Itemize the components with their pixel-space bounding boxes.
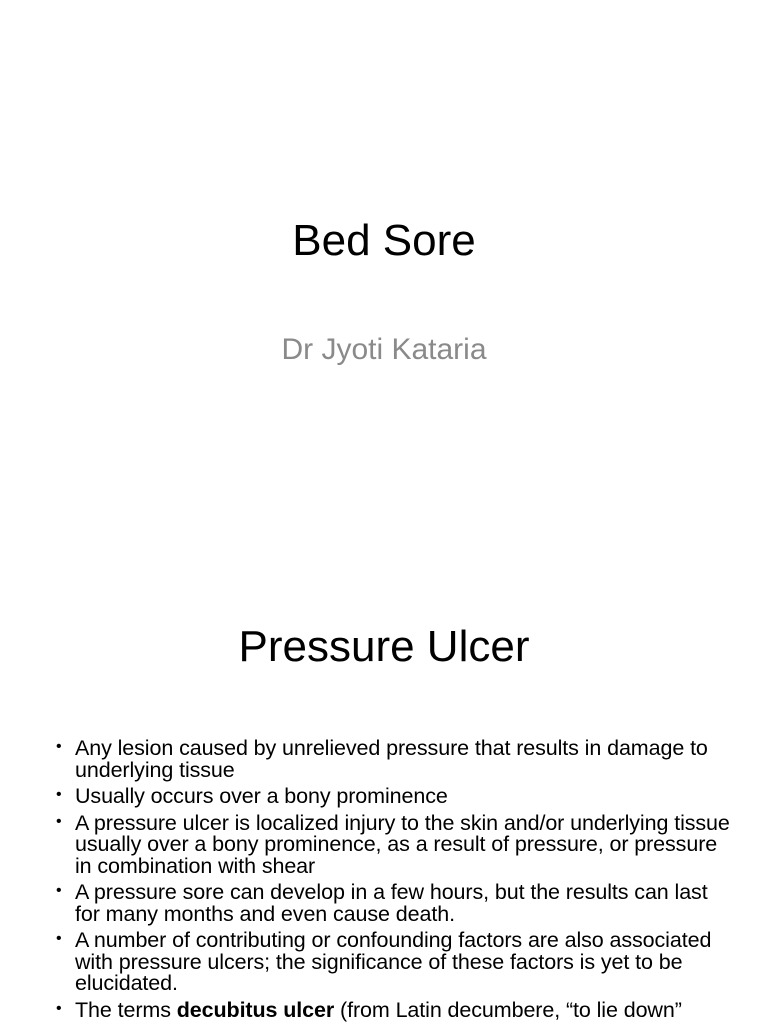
slide-title: Bed Sore: [292, 216, 476, 265]
bullet-text: A number of contributing or confounding factors are also associated with pressure ulcers; the significance of these factors is yet to be elucidated.: [75, 928, 712, 995]
bullet-item: [56, 997, 736, 1022]
bullet-text-prefix: The terms: [75, 997, 177, 1022]
bullet-icon: •: [56, 786, 62, 803]
bullet-text: Usually occurs over a bony prominence: [75, 784, 448, 808]
bullet-text-bold: decubitus ulcer: [176, 997, 335, 1022]
bullet-icon: •: [56, 812, 62, 830]
bullet-icon: •: [56, 882, 62, 899]
bullet-item: [56, 786, 736, 808]
content-slide: [0, 576, 768, 1024]
bullet-text-suffix: (from Latin decumbere, “to lie down”: [334, 997, 682, 1022]
bullet-item: [56, 810, 736, 878]
bullet-item: [56, 930, 736, 995]
bullet-text: A pressure ulcer is localized injury to the skin and/or underlying tissue usually over a bony prominence, as a result of pressure, or pressure in combination with shear: [75, 810, 730, 878]
slide-title: Pressure Ulcer: [238, 622, 530, 671]
bullet-icon: •: [56, 738, 62, 755]
bullet-icon: •: [56, 999, 62, 1017]
bullet-list: [56, 738, 736, 1024]
bullet-icon: •: [56, 930, 62, 947]
bullet-item: [56, 738, 736, 781]
bullet-text: A pressure sore can develop in a few hours, but the results can last for many months and even cause death.: [75, 880, 708, 926]
bullet-item: [56, 882, 736, 925]
slide-subtitle: Dr Jyoti Kataria: [281, 333, 487, 366]
bullet-text: Any lesion caused by unrelieved pressure that results in damage to underlying tissue: [75, 736, 708, 782]
